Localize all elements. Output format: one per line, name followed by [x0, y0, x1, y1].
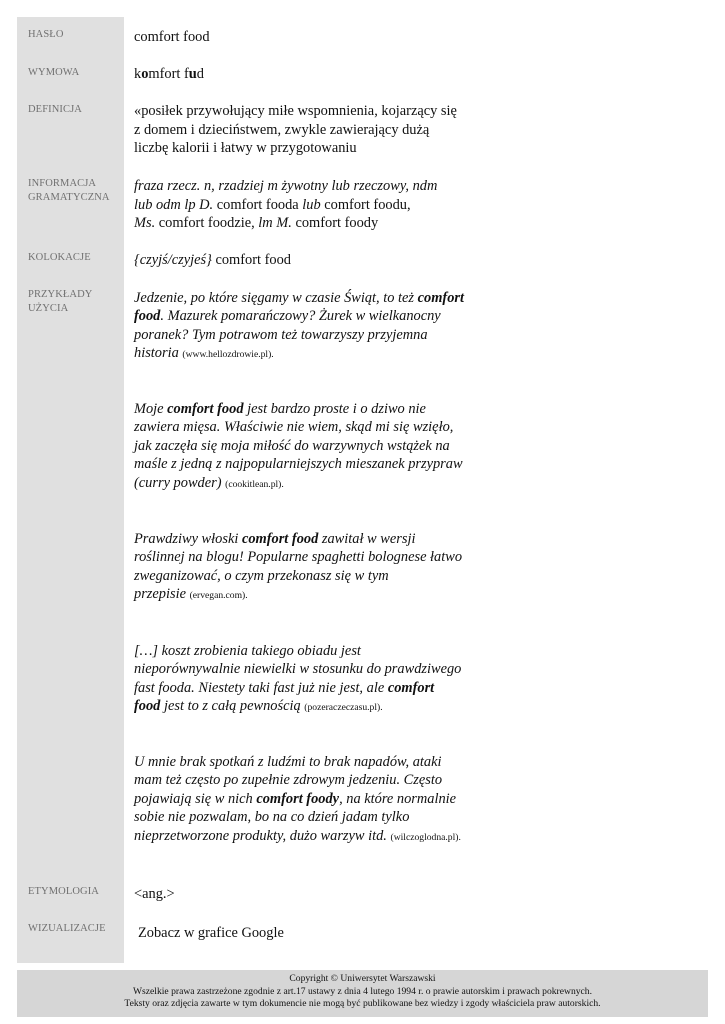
example-line: sobie nie pozwalam, bo na co dzień jadam tylko — [134, 809, 410, 826]
grammar-info — [134, 177, 474, 233]
example-keyword: comfort foody — [256, 790, 340, 807]
example-2 — [134, 400, 474, 494]
pron-part: d — [196, 66, 204, 82]
collocation-term: comfort food — [211, 252, 291, 268]
label-przyklady-line1: PRZYKŁADY — [28, 289, 93, 300]
example-text: pojawiają się w nich — [134, 790, 257, 807]
pronunciation — [134, 65, 474, 84]
example-keyword: food — [134, 308, 161, 325]
grammar-form: comfort foodu, — [320, 196, 411, 213]
example-text: przepisie — [134, 586, 186, 603]
footer-notice: Teksty oraz zdjęcia zawarte w tym dokumencie nie mogą być publikowane bez wiedzy i zgody właściciela praw autorskich. — [124, 998, 601, 1009]
example-text: . Mazurek pomarańczowy? Żurek w wielkanocny — [160, 308, 441, 325]
google-images-link[interactable]: Zobacz w grafice Google — [138, 925, 284, 941]
example-line: nieporównywalnie niewielki w stosunku do prawdziwego — [134, 661, 462, 678]
example-line — [134, 530, 474, 548]
pron-stress: o — [141, 66, 149, 82]
example-1 — [134, 289, 474, 365]
example-line: jak zaczęła się moja miłość do warzywnych wstążek na — [134, 437, 450, 454]
example-text: jest to z całą pewnością — [160, 698, 301, 715]
example-source: (wilczoglodna.pl). — [390, 831, 461, 843]
grammar-line — [134, 196, 474, 215]
definition — [134, 102, 474, 158]
grammar-form: comfort foody — [291, 215, 379, 232]
label-przyklady-line2: UŻYCIA — [28, 303, 69, 314]
example-line — [134, 307, 474, 325]
example-line — [134, 585, 474, 605]
example-text: (curry powder) — [134, 474, 222, 491]
example-text: nieprzetworzone produkty, dużo warzyw itd. — [134, 827, 387, 844]
example-source: (cookitlean.pl). — [225, 478, 284, 490]
example-line — [134, 790, 474, 808]
grammar-line — [134, 214, 474, 233]
example-text: , na które normalnie — [339, 790, 457, 807]
grammar-line: fraza rzecz. n, rzadziej m żywotny lub rzeczowy, ndm — [134, 178, 438, 194]
example-text: Prawdziwy włoski — [134, 531, 242, 547]
label-informacja-gramatyczna — [28, 177, 110, 205]
example-line: U mnie brak spotkań z ludźmi to brak napadów, ataki — [134, 754, 442, 770]
example-text: Moje — [134, 401, 168, 417]
pron-part: k — [134, 66, 142, 82]
example-keyword: comfort — [387, 679, 435, 696]
etymology: <ang.> — [134, 886, 175, 902]
example-line: zawiera mięsa. Właściwie nie wiem, skąd mi się wzięło, — [134, 419, 454, 436]
example-3 — [134, 530, 474, 606]
grammar-form: comfort fooda — [213, 196, 303, 213]
label-informacja-line2: GRAMATYCZNA — [28, 192, 110, 203]
example-line: mam też często po zupełnie zdrowym jedzeniu. Często — [134, 772, 443, 789]
example-source: (www.hellozdrowie.pl). — [182, 349, 274, 361]
example-keyword: comfort — [417, 290, 464, 306]
example-source: (pozeraczeczasu.pl). — [304, 702, 383, 714]
example-line: roślinnej na blogu! Popularne spaghetti bolognese łatwo — [134, 549, 463, 566]
example-line — [134, 827, 474, 847]
example-5 — [134, 753, 474, 847]
example-4 — [134, 642, 474, 718]
example-keyword: comfort food — [241, 531, 319, 547]
example-line: zweganizować, o czym przekonasz się w tym — [134, 567, 389, 584]
copyright-footer — [17, 970, 708, 1017]
example-text: fast fooda. Niestety taki fast już nie jest, ale — [134, 679, 388, 696]
definition-line: «posiłek przywołujący miłe wspomnienia, kojarzący się — [134, 103, 457, 119]
label-kolokacje: KOLOKACJE — [28, 252, 91, 263]
example-source: (ervegan.com). — [189, 590, 248, 602]
example-line — [134, 344, 474, 364]
example-line: maśle z jedną z najpopularniejszych mieszanek przypraw — [134, 456, 463, 473]
example-line — [134, 474, 474, 494]
example-text: jest bardzo proste i o dziwo nie — [243, 401, 426, 417]
label-etymologia: ETYMOLOGIA — [28, 886, 99, 897]
grammar-term: lm M. — [258, 215, 292, 232]
collocation — [134, 251, 474, 270]
labels-column — [17, 17, 124, 963]
label-informacja-line1: INFORMACJA — [28, 178, 97, 189]
example-line — [134, 679, 474, 697]
collocation-modifier: {czyjś/czyjeś} — [134, 252, 212, 268]
example-line: poranek? Tym potrawom też towarzyszy przyjemna — [134, 326, 428, 343]
definition-line: z domem i dzieciństwem, zwykle zawierający dużą — [134, 121, 430, 138]
example-line — [134, 289, 474, 307]
headword: comfort food — [134, 29, 210, 45]
definition-line: liczbę kalorii i łatwy w przygotowaniu — [134, 140, 357, 157]
footer-rights: Wszelkie prawa zastrzeżone zgodnie z art.17 ustawy z dnia 4 lutego 1994 r. o prawie autorskim i prawach pokrewnych. — [132, 985, 592, 997]
label-przyklady-uzycia — [28, 288, 93, 316]
example-keyword: food — [134, 698, 161, 715]
label-wizualizacje: WIZUALIZACJE — [28, 923, 106, 934]
example-line: […] koszt zrobienia takiego obiadu jest — [134, 643, 361, 659]
grammar-term: Ms. — [134, 215, 156, 232]
label-wymowa: WYMOWA — [28, 67, 80, 78]
pron-stress: u — [188, 66, 197, 82]
grammar-term: lub — [302, 196, 321, 213]
grammar-term: lub odm lp D. — [134, 196, 214, 213]
example-text: zawitał w wersji — [318, 531, 416, 547]
example-keyword: comfort food — [167, 401, 244, 417]
example-text: Jedzenie, po które sięgamy w czasie Świąt, to też — [134, 290, 418, 306]
example-line — [134, 697, 474, 717]
footer-copyright: Copyright © Uniwersytet Warszawski — [289, 973, 436, 984]
example-line — [134, 400, 474, 418]
pron-part: mfort f — [148, 66, 189, 82]
label-haslo: HASŁO — [28, 29, 64, 40]
example-text: historia — [134, 345, 179, 362]
grammar-form: comfort foodzie, — [155, 215, 259, 232]
label-definicja: DEFINICJA — [28, 104, 82, 115]
